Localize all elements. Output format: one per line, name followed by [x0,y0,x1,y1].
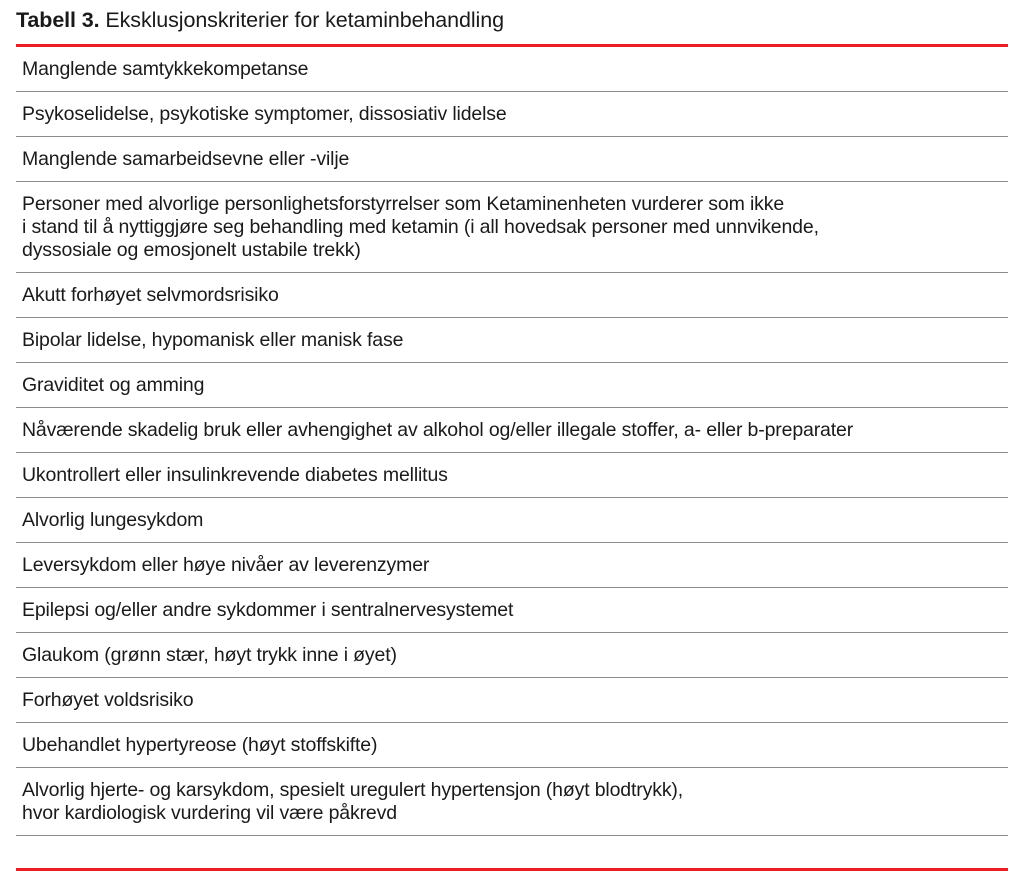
table-row [16,453,1008,498]
table-row [16,92,1008,137]
criterion-line: Psykoselidelse, psykotiske symptomer, dissosiativ lidelse [22,103,507,125]
criterion-cell [16,498,1008,543]
criterion-cell [16,273,1008,318]
criterion-cell [16,408,1008,453]
table-row [16,47,1008,92]
table-row [16,273,1008,318]
criterion-line: Akutt forhøyet selvmordsrisiko [22,284,279,306]
criterion-line: Bipolar lidelse, hypomanisk eller manisk fase [22,329,404,351]
criterion-cell [16,453,1008,498]
criterion-line: Alvorlig lungesykdom [22,509,204,531]
criterion-cell [16,318,1008,363]
criterion-line: Graviditet og amming [22,374,205,396]
criterion-line: Epilepsi og/eller andre sykdommer i sentralnervesystemet [22,599,514,621]
criterion-cell [16,182,1008,273]
criterion-line: Ubehandlet hypertyreose (høyt stoffskifte) [22,734,378,756]
criterion-line: i stand til å nyttiggjøre seg behandling med ketamin (i all hovedsak personer med unnvikende, [22,216,819,238]
criterion-line: Personer med alvorlige personlighetsforstyrrelser som Ketaminenheten vurderer som ikke [22,193,785,215]
criterion-cell [16,92,1008,137]
table-row [16,498,1008,543]
criterion-cell [16,47,1008,92]
criterion-cell [16,588,1008,633]
table-row [16,408,1008,453]
table-caption-title: Eksklusjonskriterier for ketaminbehandling [105,8,504,32]
table-row [16,678,1008,723]
criterion-line: dyssosiale og emosjonelt ustabile trekk) [22,239,361,261]
table-caption-label: Tabell 3. [16,8,100,32]
criterion-cell [16,363,1008,408]
table-row [16,318,1008,363]
criterion-line: Leversykdom eller høye nivåer av leverenzymer [22,554,430,576]
criterion-line: Forhøyet voldsrisiko [22,689,194,711]
criterion-line: Glaukom (grønn stær, høyt trykk inne i øyet) [22,644,397,666]
exclusion-criteria-table [16,47,1008,836]
table-row [16,588,1008,633]
table-body [16,47,1008,836]
table-row [16,182,1008,273]
table-row [16,723,1008,768]
criterion-cell [16,723,1008,768]
criterion-line: Nåværende skadelig bruk eller avhengighet av alkohol og/eller illegale stoffer, a- eller b-preparater [22,419,854,441]
criterion-line: Ukontrollert eller insulinkrevende diabetes mellitus [22,464,448,486]
criterion-line: Alvorlig hjerte- og karsykdom, spesielt uregulert hypertensjon (høyt blodtrykk), [22,779,684,801]
table-row [16,137,1008,182]
table-row [16,768,1008,836]
table-row [16,543,1008,588]
criterion-cell [16,137,1008,182]
criterion-cell [16,678,1008,723]
table-row [16,633,1008,678]
table-row [16,363,1008,408]
criterion-cell [16,543,1008,588]
criterion-cell [16,633,1008,678]
criterion-cell [16,768,1008,836]
table-caption [16,0,1008,33]
criterion-line: Manglende samtykkekompetanse [22,58,309,80]
criterion-line: hvor kardiologisk vurdering vil være påkrevd [22,802,397,824]
criterion-line: Manglende samarbeidsevne eller -vilje [22,148,350,170]
table-bottom-rule [16,868,1008,871]
